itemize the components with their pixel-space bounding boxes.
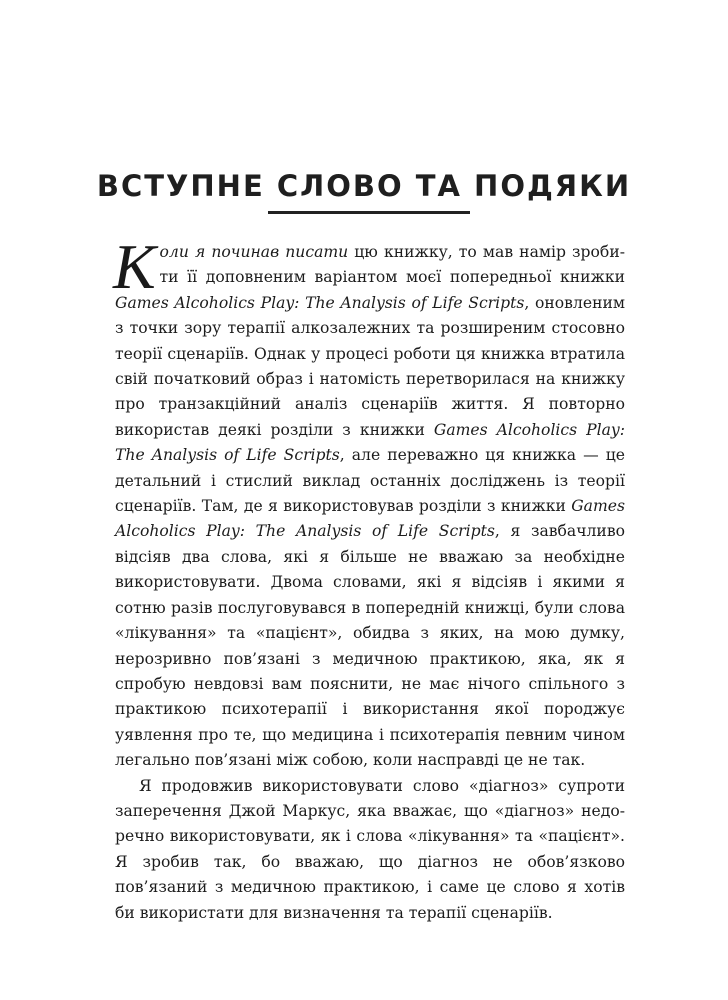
lead-italic-phrase: оли я починав писати [159, 243, 349, 261]
paragraph-1 [113, 231, 625, 774]
body-text [113, 231, 625, 926]
title-underline [268, 211, 470, 214]
paragraph-2: Я продовжив використовувати слово «діагноз» супроти заперечення Джой Маркус, яка вважає, що «діагноз» недоречно використовувати, як і слова «лікування» та «пацієнт». Я зробив так, бо вважаю, що діагноз не обов’язково пов’язаний з медичною практикою, і саме це слово я хотів би використати для визначення та терапії сценаріїв. [115, 776, 625, 922]
paragraph-1-text: , я завбачливо відсіяв два слова, які я більше не вважаю за необхідне використовувати. Двома словами, які я відсіяв і якими я сотню разів послуговувався в попередній книжці, були слова «лікування» та «пацієнт», обидва з яких, на мою думку, нерозривно пов’язані з медичною практикою, яка, як я спробую невдовзі вам пояснити, не має нічого спільного з практикою психотерапії і використання якої породжує уявлення про те, що медицина і психотерапія певним чином легально пов’язані між собою, коли насправді це не так. [115, 522, 625, 770]
book-title-reference: Games Alcoholics Play: The Analysis of Life Scripts [115, 293, 525, 312]
book-title-reference: Games Alcoholics Play: The Analysis of Life Scripts [115, 497, 625, 541]
paragraph-1-text: , але переважно ця книжка — це детальний і стислий виклад останніх досліджень із теорії сценаріїв. Там, де я використовував розділи з книжки [115, 446, 625, 516]
paragraph-1-text: цю книжку, то мав намір зробити її доповненим варіантом моєї попередньої книжки [159, 243, 625, 287]
book-title-reference: Games Alcoholics Play: The Analysis of Life Scripts [115, 420, 625, 465]
chapter-title: ВСТУПНЕ СЛОВО ТА ПОДЯКИ [96, 169, 632, 203]
drop-cap: К [113, 231, 156, 302]
paragraph-1-text: , оновленим з точки зору терапії алкозалежних та розширеним стосовно теорії сценаріїв. Однак у процесі роботи ця книжка втратила свій початковий образ і натомість перетворилася на книжку про транзакційний аналіз сценаріїв життя. Я повторно використав деякі розділи з книжки [115, 293, 625, 439]
